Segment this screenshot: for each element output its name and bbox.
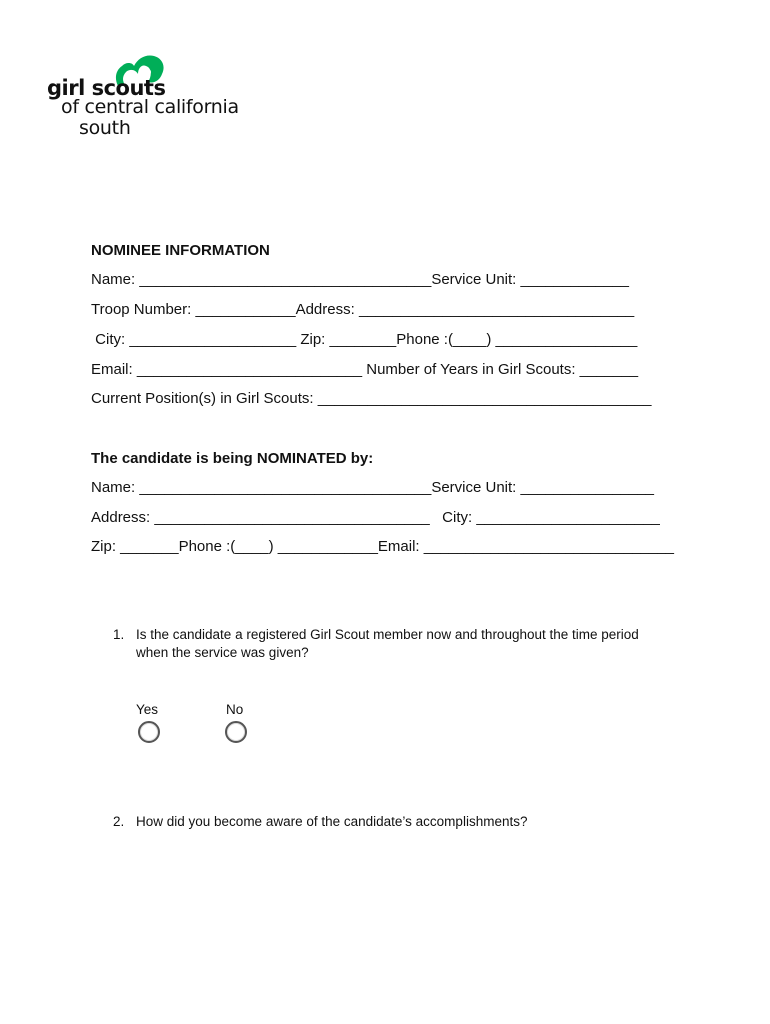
yes-option-label: Yes xyxy=(136,702,159,717)
nominee-current-position-line[interactable]: Current Position(s) in Girl Scouts: ________________________________________ xyxy=(91,390,652,407)
question-2-number: 2. xyxy=(113,814,125,829)
yes-radio-button[interactable] xyxy=(138,721,160,743)
nominee-email-years-line[interactable]: Email: ___________________________ Number of Years in Girl Scouts: _______ xyxy=(91,361,639,378)
nominee-name-service-unit-line[interactable]: Name: ___________________________________Service Unit: _____________ xyxy=(91,271,629,288)
nominator-zip-phone-email-line[interactable]: Zip: _______Phone :(____) ____________Email: ______________________________ xyxy=(91,538,675,555)
nominee-city-zip-phone-line[interactable]: City: ____________________ Zip: ________Phone :(____) _________________ xyxy=(91,331,638,348)
question-1-text-line1: Is the candidate a registered Girl Scout member now and throughout the time period xyxy=(136,627,639,642)
question-2-text: How did you become aware of the candidate’s accomplishments? xyxy=(136,814,528,829)
nominator-address-city-line[interactable]: Address: _________________________________ City: ______________________ xyxy=(91,509,660,526)
nominator-section-title: The candidate is being NOMINATED by: xyxy=(91,450,374,467)
question-1-number: 1. xyxy=(113,627,125,642)
nominator-name-service-unit-line[interactable]: Name: ___________________________________Service Unit: ________________ xyxy=(91,479,654,496)
question-1-text-line2: when the service was given? xyxy=(136,645,309,660)
nominee-troop-address-line[interactable]: Troop Number: ____________Address: _________________________________ xyxy=(91,301,635,318)
no-radio-button[interactable] xyxy=(225,721,247,743)
no-option-label: No xyxy=(226,702,244,717)
logo-text-line2: of central california xyxy=(61,96,239,118)
logo-text-line3: south xyxy=(79,117,131,139)
logo-text-line1: girl scouts xyxy=(47,76,166,100)
nominee-section-title: NOMINEE INFORMATION xyxy=(91,242,270,259)
